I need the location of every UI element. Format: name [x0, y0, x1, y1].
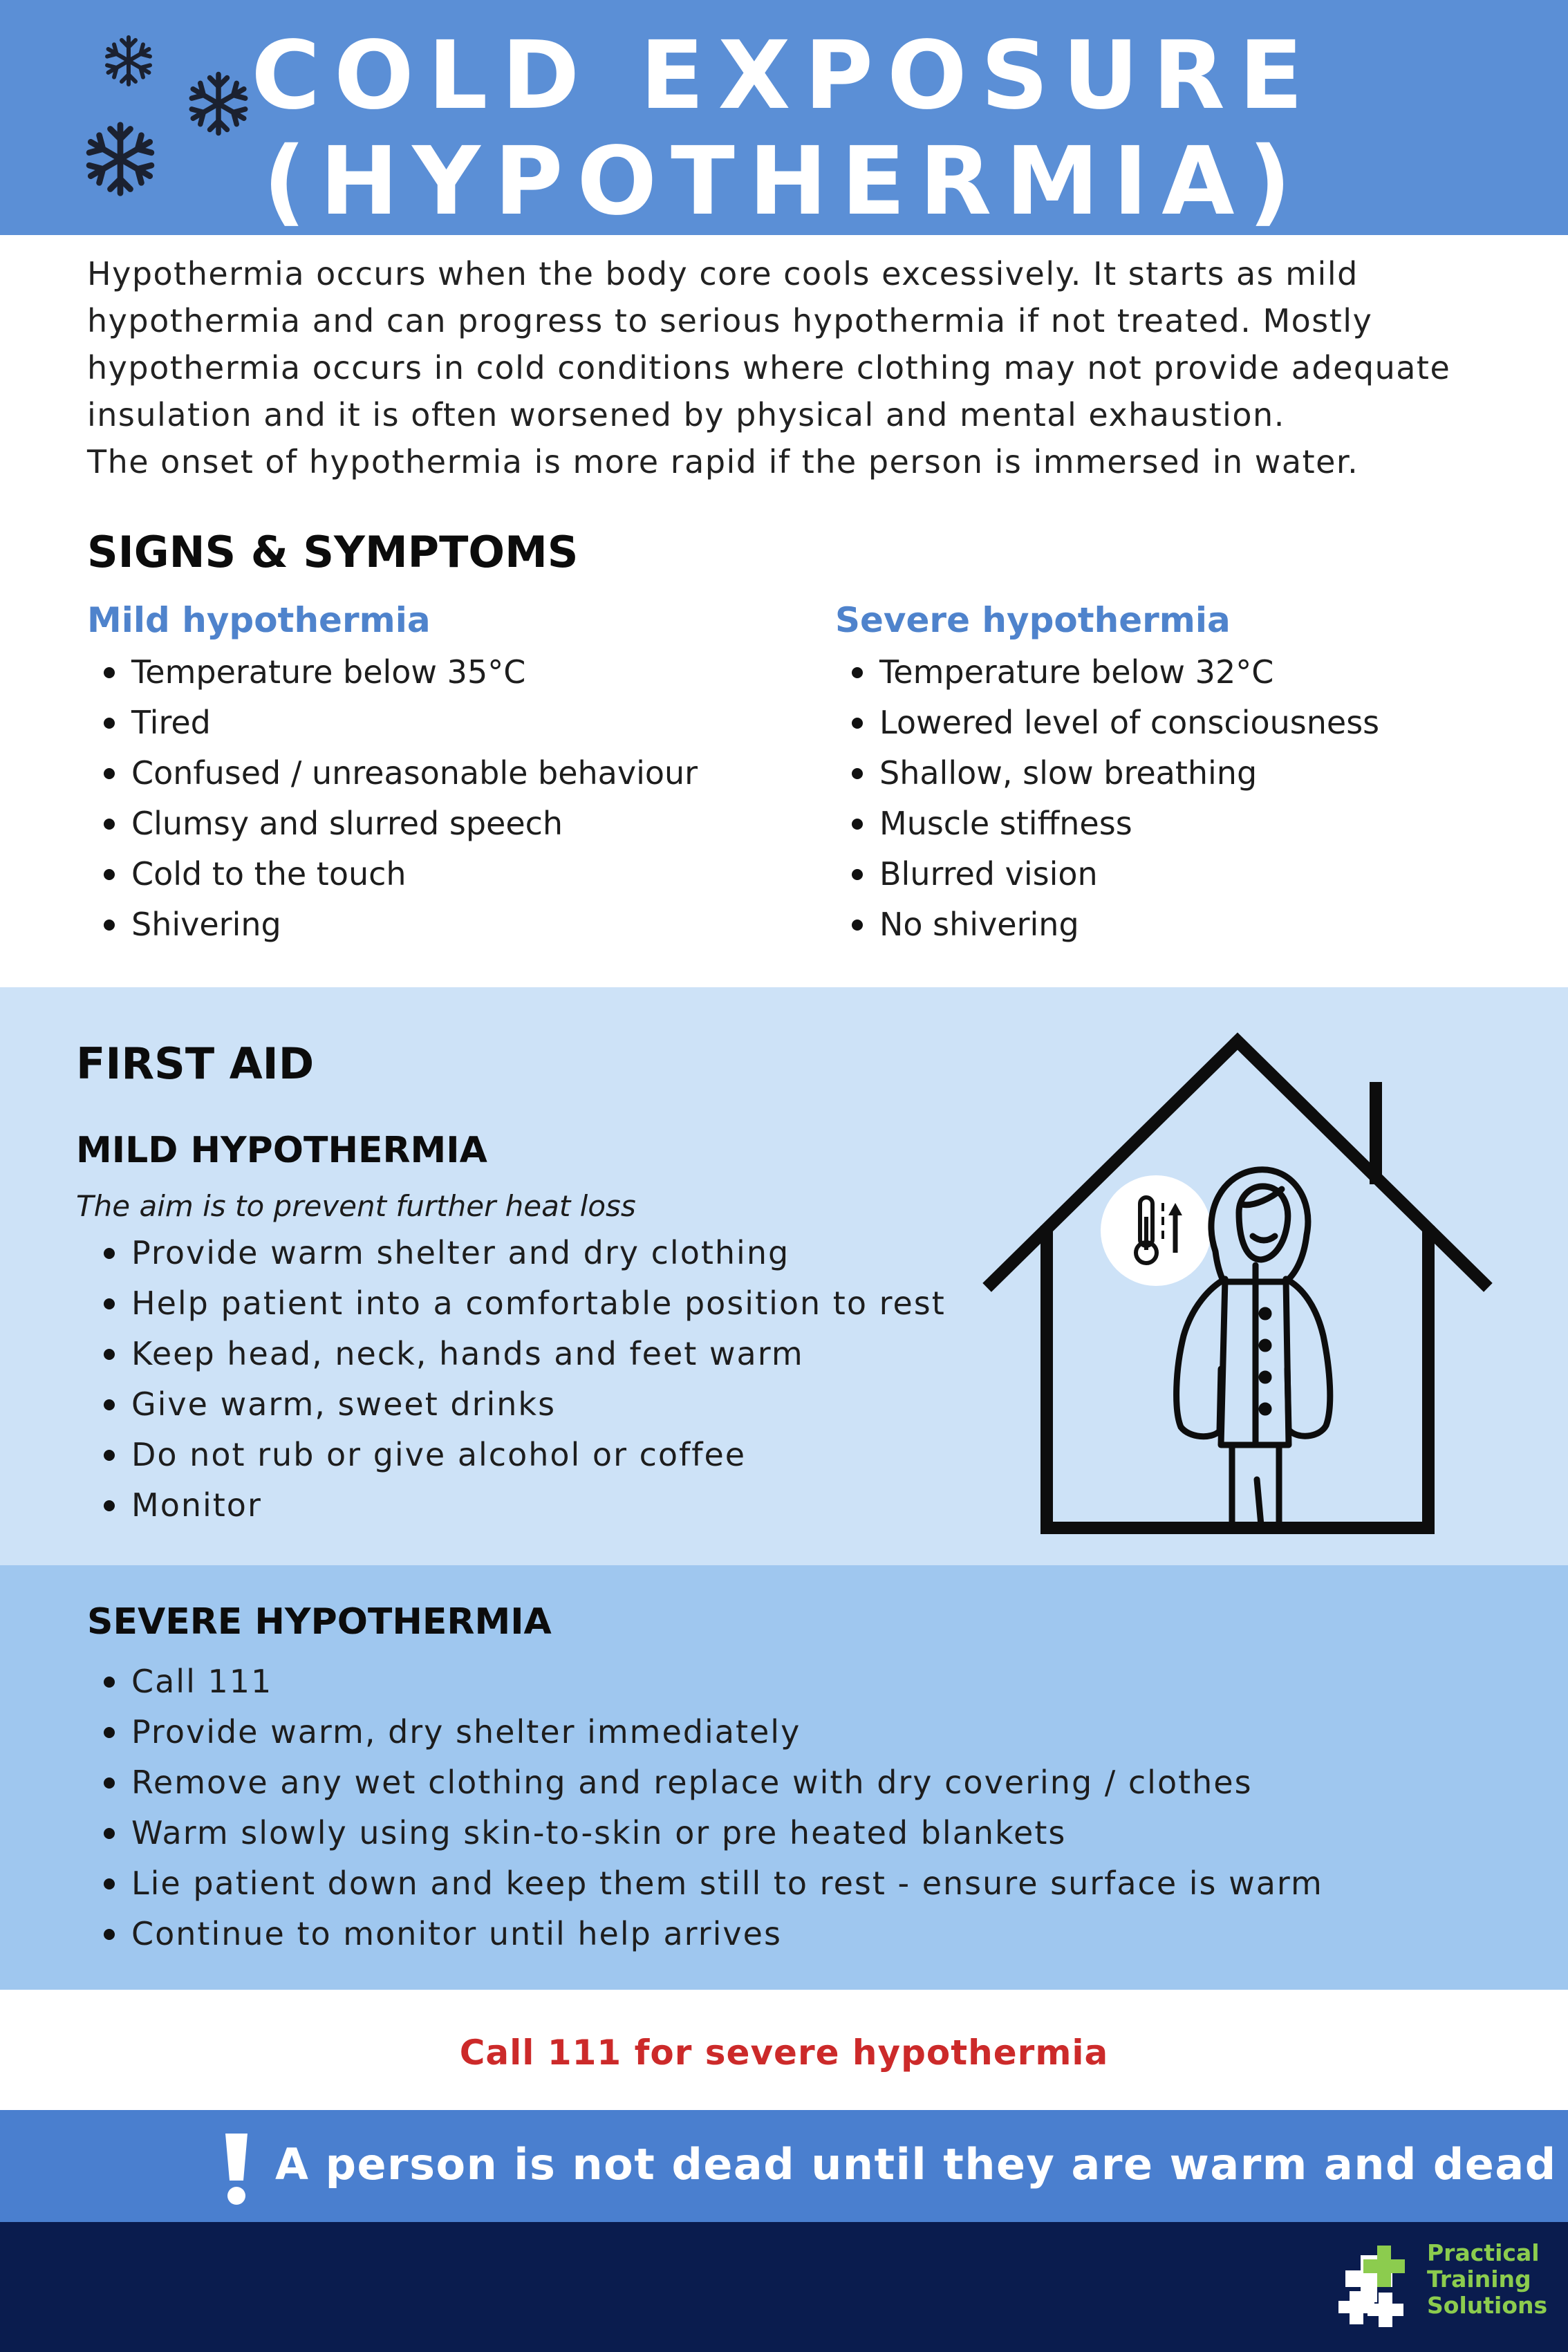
- page-subtitle: (HYPOTHERMIA): [263, 127, 1305, 236]
- mild-first-aid-list: [87, 1228, 946, 1531]
- list-item: Shivering: [87, 899, 698, 950]
- exclamation-icon: [223, 2134, 250, 2205]
- house-person-illustration: [982, 1030, 1507, 1542]
- mild-signs-heading: Mild hypothermia: [87, 600, 431, 640]
- list-item: Blurred vision: [835, 849, 1379, 899]
- list-item: Remove any wet clothing and replace with dry covering / clothes: [87, 1757, 1323, 1808]
- list-item: No shivering: [835, 899, 1379, 950]
- intro-line: insulation and it is often worsened by physical and mental exhaustion.: [87, 396, 1285, 433]
- thermometer-icon: [1101, 1175, 1211, 1286]
- logo-line: Practical: [1427, 2239, 1540, 2266]
- list-item: Provide warm shelter and dry clothing: [87, 1228, 946, 1278]
- list-item: Clumsy and slurred speech: [87, 799, 698, 849]
- list-item: Muscle stiffness: [835, 799, 1379, 849]
- severe-signs-heading: Severe hypothermia: [835, 600, 1231, 640]
- intro-line: hypothermia and can progress to serious hypothermia if not treated. Mostly: [87, 302, 1373, 339]
- signs-heading: SIGNS & SYMPTOMS: [87, 527, 579, 577]
- logo-wordmark: [1427, 2240, 1547, 2319]
- list-item: Give warm, sweet drinks: [87, 1379, 946, 1430]
- list-item: Help patient into a comfortable position to rest: [87, 1278, 946, 1329]
- list-item: Keep head, neck, hands and feet warm: [87, 1329, 946, 1379]
- list-item: Warm slowly using skin-to-skin or pre heated blankets: [87, 1808, 1323, 1858]
- list-item: Cold to the touch: [87, 849, 698, 899]
- logo-line: Training: [1427, 2266, 1531, 2293]
- list-item: Monitor: [87, 1480, 946, 1531]
- list-item: Tired: [87, 698, 698, 748]
- first-aid-heading: FIRST AID: [76, 1038, 315, 1089]
- logo-line: Solutions: [1427, 2292, 1548, 2319]
- severe-first-aid-list: [87, 1656, 1323, 1959]
- call-111-callout: Call 111 for severe hypothermia: [459, 2033, 1109, 2073]
- list-item: Lie patient down and keep them still to rest - ensure surface is warm: [87, 1858, 1323, 1909]
- list-item: Temperature below 35°C: [87, 647, 698, 698]
- logo-cross-icon: [1336, 2243, 1416, 2328]
- first-aid-aim: The aim is to prevent further heat loss: [76, 1189, 636, 1223]
- list-item: Confused / unreasonable behaviour: [87, 748, 698, 799]
- mild-first-aid-heading: MILD HYPOTHERMIA: [76, 1130, 487, 1171]
- list-item: Lowered level of consciousness: [835, 698, 1379, 748]
- intro-line: The onset of hypothermia is more rapid if the person is immersed in water.: [87, 443, 1359, 480]
- list-item: Provide warm, dry shelter immediately: [87, 1707, 1323, 1757]
- mild-signs-list: [87, 647, 698, 950]
- list-item: Call 111: [87, 1656, 1323, 1707]
- list-item: Shallow, slow breathing: [835, 748, 1379, 799]
- page-title: COLD EXPOSURE: [251, 21, 1317, 131]
- list-item: Continue to monitor until help arrives: [87, 1909, 1323, 1959]
- intro-line: hypothermia occurs in cold conditions where clothing may not provide adequate: [87, 349, 1451, 386]
- severe-signs-list: [835, 647, 1379, 950]
- list-item: Temperature below 32°C: [835, 647, 1379, 698]
- intro-paragraph: [87, 250, 1504, 485]
- footer: [0, 2222, 1568, 2352]
- list-item: Do not rub or give alcohol or coffee: [87, 1430, 946, 1480]
- severe-first-aid-heading: SEVERE HYPOTHERMIA: [87, 1601, 552, 1643]
- intro-line: Hypothermia occurs when the body core cools excessively. It starts as mild: [87, 255, 1359, 292]
- warning-text: A person is not dead until they are warm and dead: [275, 2139, 1557, 2190]
